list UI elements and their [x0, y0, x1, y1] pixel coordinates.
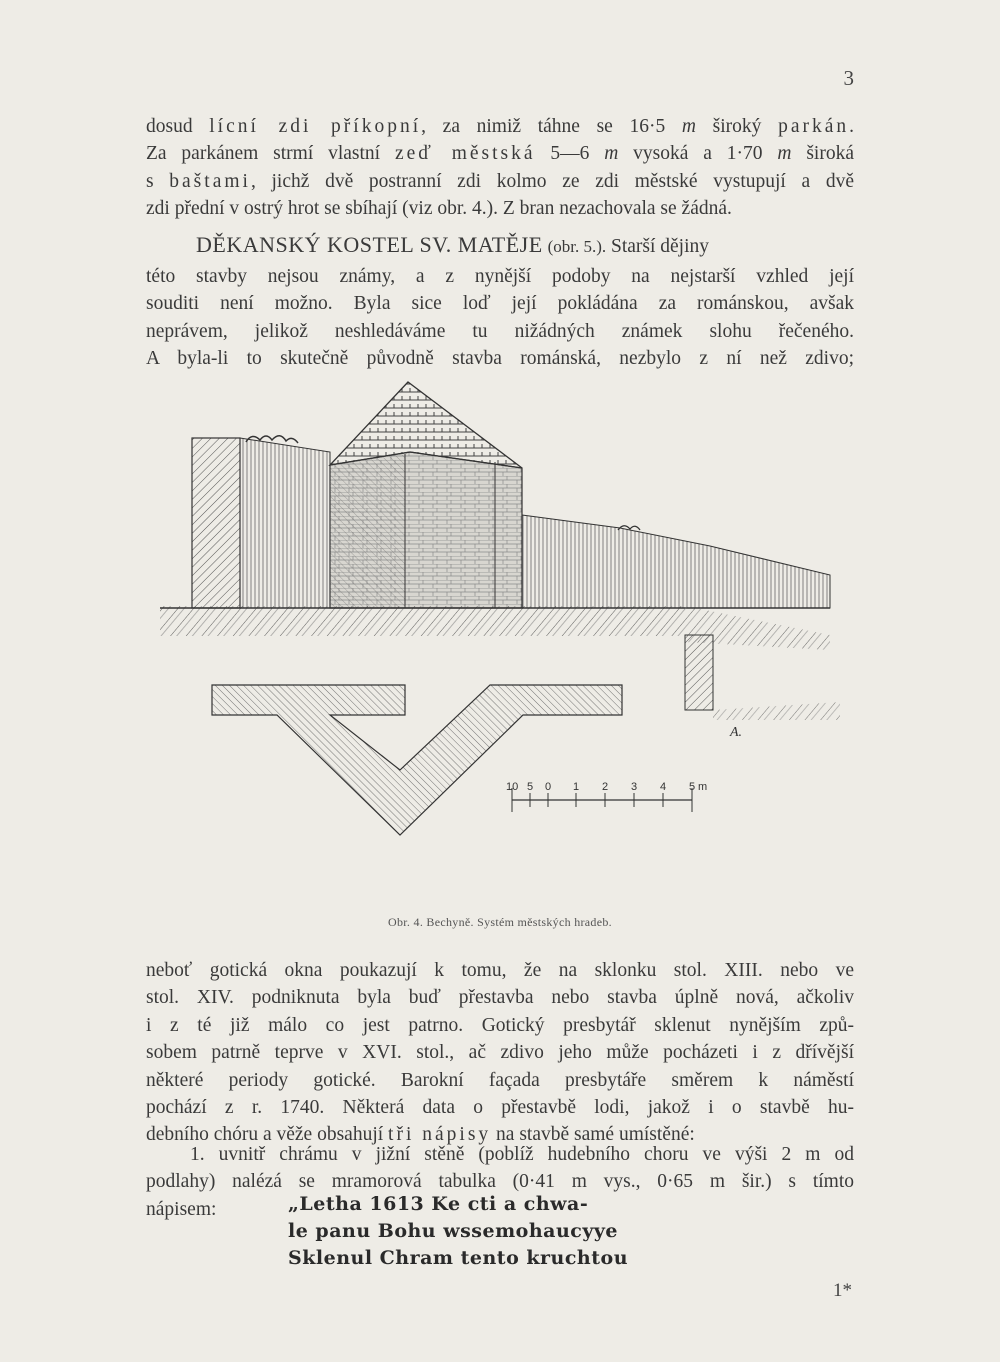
text-line: neprávem, jelikož neshledáváme tu nižádných známek slohu řečeného.: [146, 320, 854, 342]
scale-label: 2: [602, 781, 609, 793]
text-line: této stavby nejsou známy, a z nynější podoby na nejstarší vzhled její: [146, 266, 854, 287]
paragraph-walls: [146, 113, 854, 223]
inscription-line: le panu Bohu wssemohaucyye: [288, 1220, 619, 1242]
artist-signature: A.: [730, 725, 743, 740]
scale-bar: [506, 781, 707, 812]
inscription-line: „Letha 1613 Ke cti a chwa-: [288, 1193, 589, 1215]
text-line: nápisem:: [146, 1198, 217, 1220]
section-heading-line: [146, 231, 854, 260]
wall-section-right: [522, 515, 830, 608]
paragraph-church: [146, 263, 854, 373]
text-line: dosud lícní zdi příkopní, za nimiž táhne se 16·5 m široký parkán.: [146, 116, 855, 137]
scale-label: 1: [573, 781, 580, 793]
figure-caption: Obr. 4. Bechyně. Systém městských hradeb.: [388, 915, 612, 929]
page-number: 3: [843, 66, 854, 90]
scale-label: 5: [689, 781, 696, 793]
text-line: 1. uvnitř chrámu v jižní stěně (poblíž hudebního choru ve výši 2 m od: [190, 1144, 854, 1165]
wall-section-left: [192, 438, 240, 608]
text-line: zdi přední v ostrý hrot se sbíhají (viz obr. 4.). Z bran nezachovala se žádná.: [146, 198, 732, 220]
wall-illustration: [150, 380, 850, 920]
text-line: debního chóru a věže obsahují tři nápisy na stavbě samé umístěné:: [146, 1124, 695, 1146]
scale-unit: m: [698, 781, 708, 793]
text-line: neboť gotická okna poukazují k tomu, že na sklonku stol. XIII. nebo ve: [146, 960, 854, 981]
text-line: Za parkánem strmí vlastní zeď městská 5—6 m vysoká a 1·70 m široká: [146, 143, 854, 165]
figure-city-walls: [150, 380, 850, 920]
text-line: DĚKANSKÝ KOSTEL SV. MATĚJE (obr. 5.). Starší dějiny: [196, 232, 710, 257]
text-line: stol. XIV. podniknuta byla buď přestavba nebo stavba úplně nová, ačkoliv: [146, 987, 854, 1009]
paragraph-gothic: [146, 957, 854, 1149]
text-line: souditi není možno. Byla sice loď její pokládána za románskou, avšak: [146, 293, 854, 315]
text-line: A byla-li to skutečně původně stavba románská, nezbylo z ní než zdivo;: [146, 348, 854, 370]
text-line: s baštami, jichž dvě postranní zdi kolmo ze zdi městské vystupují a dvě: [146, 170, 854, 192]
text-line: některé periody gotické. Barokní façada presbytáře směrem k náměstí: [146, 1069, 854, 1091]
text-line: i z té již málo co jest patrno. Gotický presbytář sklenut nynějším způ-: [146, 1014, 854, 1036]
text-line: pochází z r. 1740. Některá data o přestavbě lodi, jakož i o stavbě hu-: [146, 1097, 854, 1119]
scale-label: 5: [527, 781, 534, 793]
bastion-plan: [212, 685, 622, 835]
scale-label: 0: [545, 781, 552, 793]
scale-label: 10: [506, 781, 519, 793]
scale-label: 4: [660, 781, 667, 793]
inscription-line: Sklenul Chram tento kruchtou: [288, 1247, 629, 1269]
section-heading: DĚKANSKÝ KOSTEL SV. MATĚJE: [196, 232, 543, 257]
scale-label: 3: [631, 781, 638, 793]
signature-mark: 1*: [833, 1280, 852, 1301]
text-line: podlahy) nalézá se mramorová tabulka (0·41 m vys., 0·65 m šir.) s tímto: [146, 1171, 854, 1193]
text-line: sobem patrně teprve v XVI. stol., ač zdivo jeho může pocházeti i z dřívější: [146, 1042, 854, 1064]
